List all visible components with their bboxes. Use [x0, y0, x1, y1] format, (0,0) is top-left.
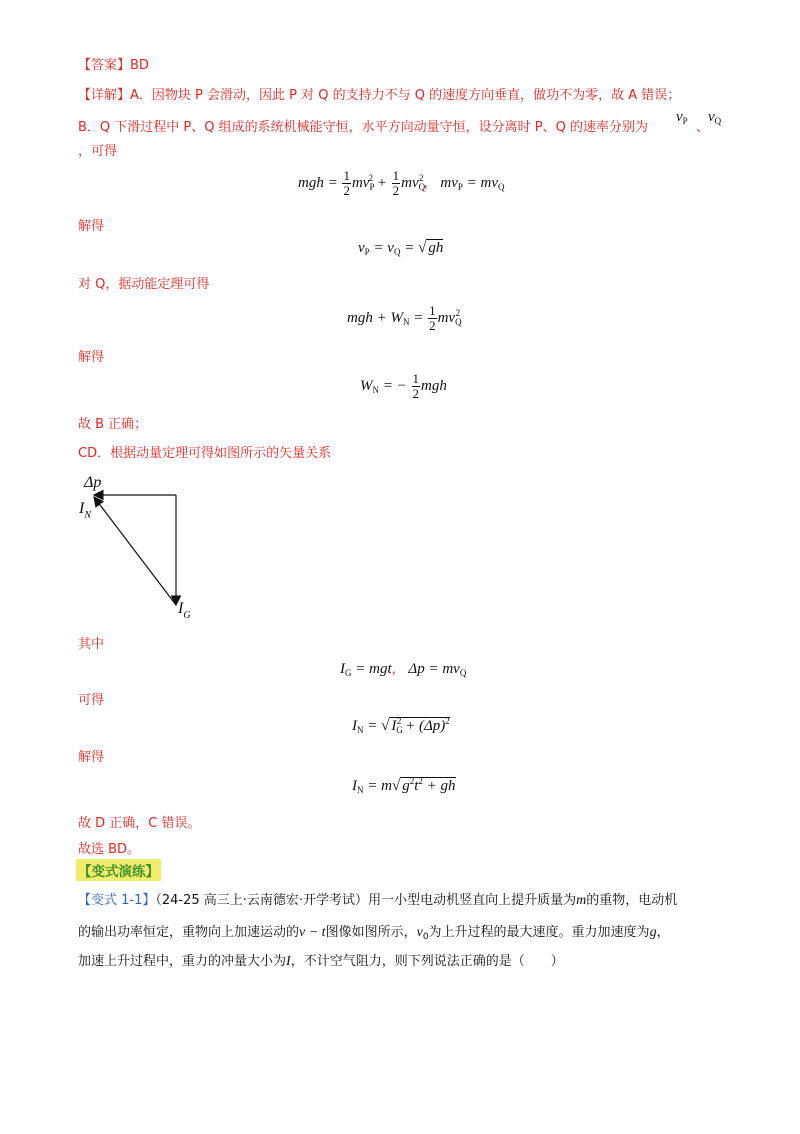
variant-vt-symbol: v − t	[299, 925, 326, 940]
solve-text-2: 解得	[78, 350, 105, 365]
dp-label: Δp	[84, 474, 102, 491]
can-get-text: ，可得	[78, 144, 118, 159]
variant-mass-symbol: m	[576, 893, 587, 908]
variant-label: 【变式 1-1】	[78, 893, 156, 908]
get-line	[78, 689, 104, 708]
cd-text: CD．根据动量定理可得如图所示的矢量关系	[78, 446, 332, 461]
detail-b-text: B．Q 下滑过程中 P、Q 组成的系统机械能守恒，水平方向动量守恒，设分离时 P、Q 的速率分别为	[78, 120, 648, 135]
cd-line	[78, 442, 331, 461]
b-conclusion-text: 故 B 正确；	[78, 417, 148, 432]
variant-line-3	[78, 950, 564, 970]
solve-text-1: 解得	[78, 219, 105, 234]
variant-v0-sub: 0	[422, 932, 429, 942]
variant-line-1	[78, 889, 677, 909]
answer-value: BD	[130, 58, 149, 73]
variant-text-2: 的重物，电动机	[586, 893, 678, 908]
equation-impulse-defs: $I_G$ = mgt， $\Delta p = mv_Q$	[340, 661, 467, 678]
get-text: 可得	[78, 693, 105, 708]
variant-g-symbol: g	[649, 925, 657, 940]
ig-label-sub: G	[183, 610, 191, 621]
solve-line-2	[78, 346, 104, 365]
ig-label	[177, 600, 191, 621]
for-q-text: 对 Q，据动能定理可得	[78, 277, 210, 292]
in-vector	[94, 497, 176, 605]
vp-vq-separator: 、	[696, 119, 710, 134]
equation-energy-momentum: mgh = $\frac{1}{2}$ $mv_P^2$ + $\frac{1}{2}$ $mv_Q^2$， $mv_P = mv_Q$	[298, 168, 505, 198]
detail-a-text: A．因物块 P 会滑动，因此 P 对 Q 的支持力不与 Q 的速度方向垂直，做功不为零，故 A 错误；	[130, 88, 681, 103]
variant-source: （24-25 高三上·云南德宏·开学考试）	[155, 893, 369, 908]
detail-b-continue	[78, 140, 117, 159]
choose-line	[78, 838, 140, 857]
ig-label-main: I	[178, 600, 184, 617]
solve-line-3	[78, 746, 104, 765]
in-label	[78, 500, 92, 521]
in-label-main: I	[79, 500, 85, 517]
d-conclusion-text: 故 D 正确，C 错误。	[78, 816, 201, 831]
variant-text-6: 加速上升过程中，重力的冲量大小为	[78, 954, 287, 969]
variant-text-5: 为上升过程的最大速度。重力加速度为	[428, 925, 650, 940]
variant-impulse-symbol: I	[286, 954, 291, 969]
variant-text-7: ，不计空气阻力，则下列说法正确的是（ ）	[290, 954, 564, 969]
equation-velocity: $v_P = v_Q$ = √ gh	[358, 240, 444, 257]
choose-text: 故选 BD。	[78, 842, 141, 857]
variant-v0-symbol: v	[416, 925, 423, 940]
solve-text-3: 解得	[78, 750, 105, 765]
variant-line-2	[78, 921, 670, 942]
equation-impulse-result: $I_N = m√$ $g^2t^2$ + gh	[352, 776, 456, 795]
among-text: 其中	[78, 637, 105, 652]
among-line	[78, 633, 104, 652]
variant-text-5b: ，	[656, 925, 670, 940]
in-label-sub: N	[84, 510, 91, 521]
equation-impulse-sqrt: $I_N$ = √ $I_G^2 + (\Delta p)^2$	[352, 716, 450, 735]
variant-text-3: 的输出功率恒定，重物向上加速运动的	[78, 925, 300, 940]
variant-text-4: 图像如图所示，	[325, 925, 417, 940]
solve-line-1	[78, 215, 104, 234]
detail-b-line	[78, 116, 648, 135]
variant-text-1: 用一小型电动机竖直向上提升质量为	[368, 893, 577, 908]
equation-work-result: $W_N$ = − $\frac{1}{2}$ mgh	[360, 371, 447, 401]
b-conclusion-line	[78, 413, 147, 432]
vp-symbol: $v_P$	[676, 109, 688, 126]
detail-label: 【详解】	[78, 88, 131, 103]
equation-work-energy: mgh + $W_N$ = $\frac{1}{2}$ $mv_Q^2$	[347, 303, 462, 333]
detail-a-line	[78, 84, 680, 103]
answer-label: 【答案】	[78, 58, 131, 73]
section-title: 【变式演练】	[76, 859, 161, 881]
vq-symbol: $v_Q$	[708, 109, 722, 126]
for-q-line	[78, 273, 209, 292]
vector-diagram	[70, 465, 210, 625]
d-conclusion-line	[78, 812, 201, 831]
answer-line	[78, 54, 149, 73]
